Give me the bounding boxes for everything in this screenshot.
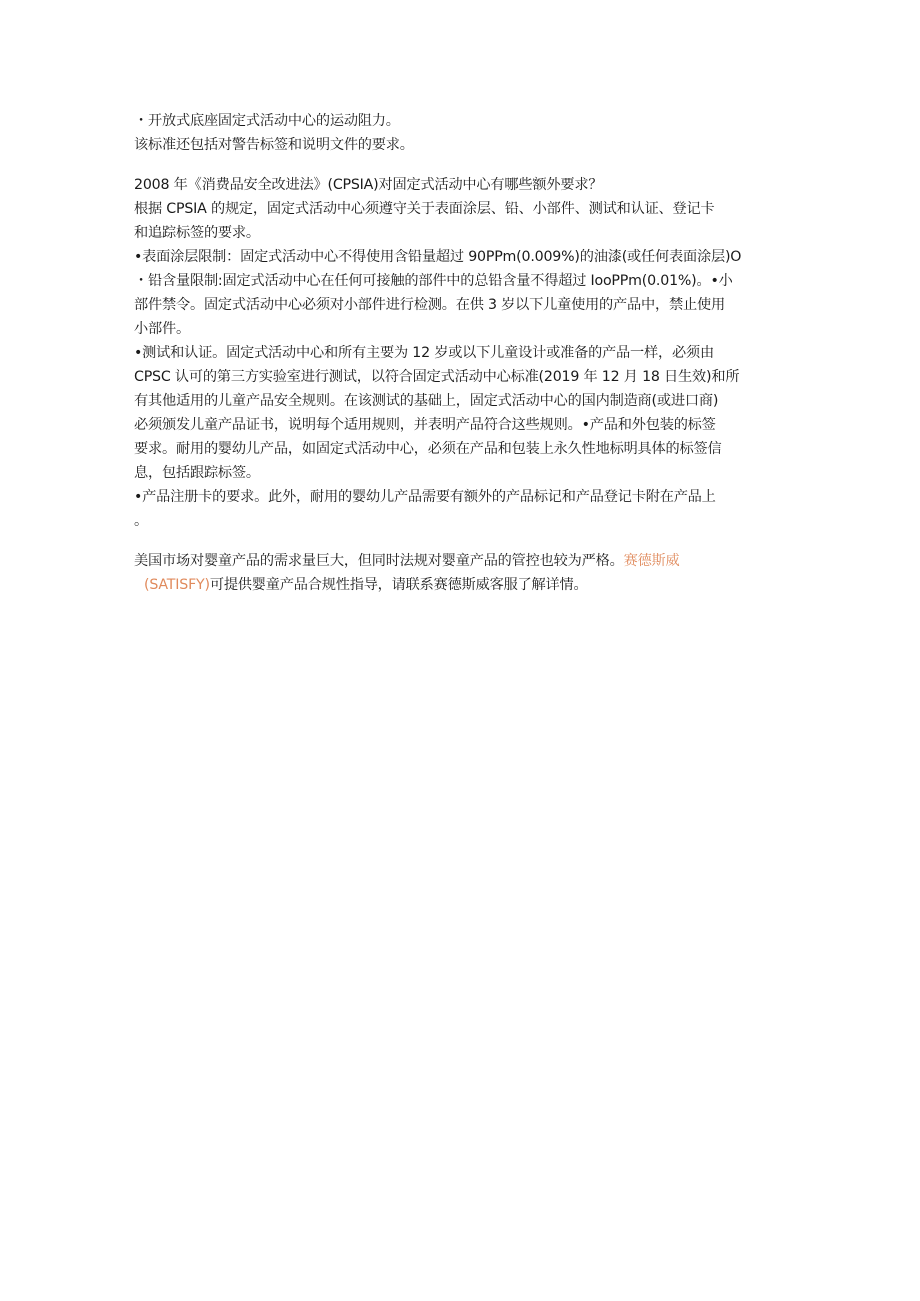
bullet-lead-content: ・铅含量限制:固定式活动中心在任何可接触的部件中的总铅含量不得超过 IooPPm(0.01%)。•小 bbox=[134, 273, 733, 289]
paragraph-contact bbox=[134, 549, 794, 597]
text-line: 。 bbox=[134, 513, 148, 529]
section-question: 2008 年《消费品安全改进法》(CPSIA)对固定式活动中心有哪些额外要求？ bbox=[134, 177, 603, 193]
paragraph-gap bbox=[134, 157, 794, 173]
text-line bbox=[134, 549, 794, 573]
text-line: 必须颁发儿童产品证书，说明每个适用规则，并表明产品符合这些规则。•产品和外包装的标签 bbox=[134, 417, 716, 433]
text-line: 和追踪标签的要求。 bbox=[134, 225, 260, 241]
satisfy-link-en[interactable]: (SATISFY) bbox=[144, 577, 210, 593]
text-line: 要求。耐用的婴幼儿产品，如固定式活动中心，必须在产品和包装上永久性地标明具体的标签信 bbox=[134, 441, 722, 457]
text-line: 根据 CPSIA 的规定，固定式活动中心须遵守关于表面涂层、铅、小部件、测试和认证、登记卡 bbox=[134, 201, 715, 217]
document-body bbox=[134, 109, 794, 597]
text-line: 小部件。 bbox=[134, 321, 190, 337]
text-line: 息，包括跟踪标签。 bbox=[134, 465, 260, 481]
text-line: ・开放式底座固定式活动中心的运动阻力。 bbox=[134, 113, 400, 129]
paragraph-standard-summary bbox=[134, 109, 794, 157]
paragraph-cpsia-requirements bbox=[134, 173, 794, 533]
contact-text: 美国市场对婴童产品的需求量巨大，但同时法规对婴童产品的管控也较为严格。 bbox=[134, 553, 624, 569]
text-line: 部件禁令。固定式活动中心必须对小部件进行检测。在供 3 岁以下儿童使用的产品中，禁止使用 bbox=[134, 297, 725, 313]
text-line: CPSC 认可的第三方实验室进行测试，以符合固定式活动中心标准(2019 年 12 月 18 日生效)和所 bbox=[134, 369, 740, 385]
bullet-registration-card: •产品注册卡的要求。此外，耐用的婴幼儿产品需要有额外的产品标记和产品登记卡附在产品上 bbox=[134, 489, 716, 505]
bullet-testing-certification: •测试和认证。固定式活动中心和所有主要为 12 岁或以下儿童设计或准备的产品一样，必须由 bbox=[134, 345, 714, 361]
bullet-surface-coating: •表面涂层限制：固定式活动中心不得使用含铅量超过 90PPm(0.009%)的油漆(或任何表面涂层)O bbox=[134, 249, 742, 265]
text-line: 有其他适用的儿童产品安全规则。在该测试的基础上，固定式活动中心的国内制造商(或进口商) bbox=[134, 393, 719, 409]
text-line: 该标准还包括对警告标签和说明文件的要求。 bbox=[134, 137, 414, 153]
satisfy-link[interactable]: 赛德斯威 bbox=[623, 553, 680, 569]
paragraph-gap bbox=[134, 533, 794, 549]
text-line bbox=[134, 573, 794, 597]
contact-text: 可提供婴童产品合规性指导，请联系赛德斯威客服了解详情。 bbox=[209, 577, 588, 593]
